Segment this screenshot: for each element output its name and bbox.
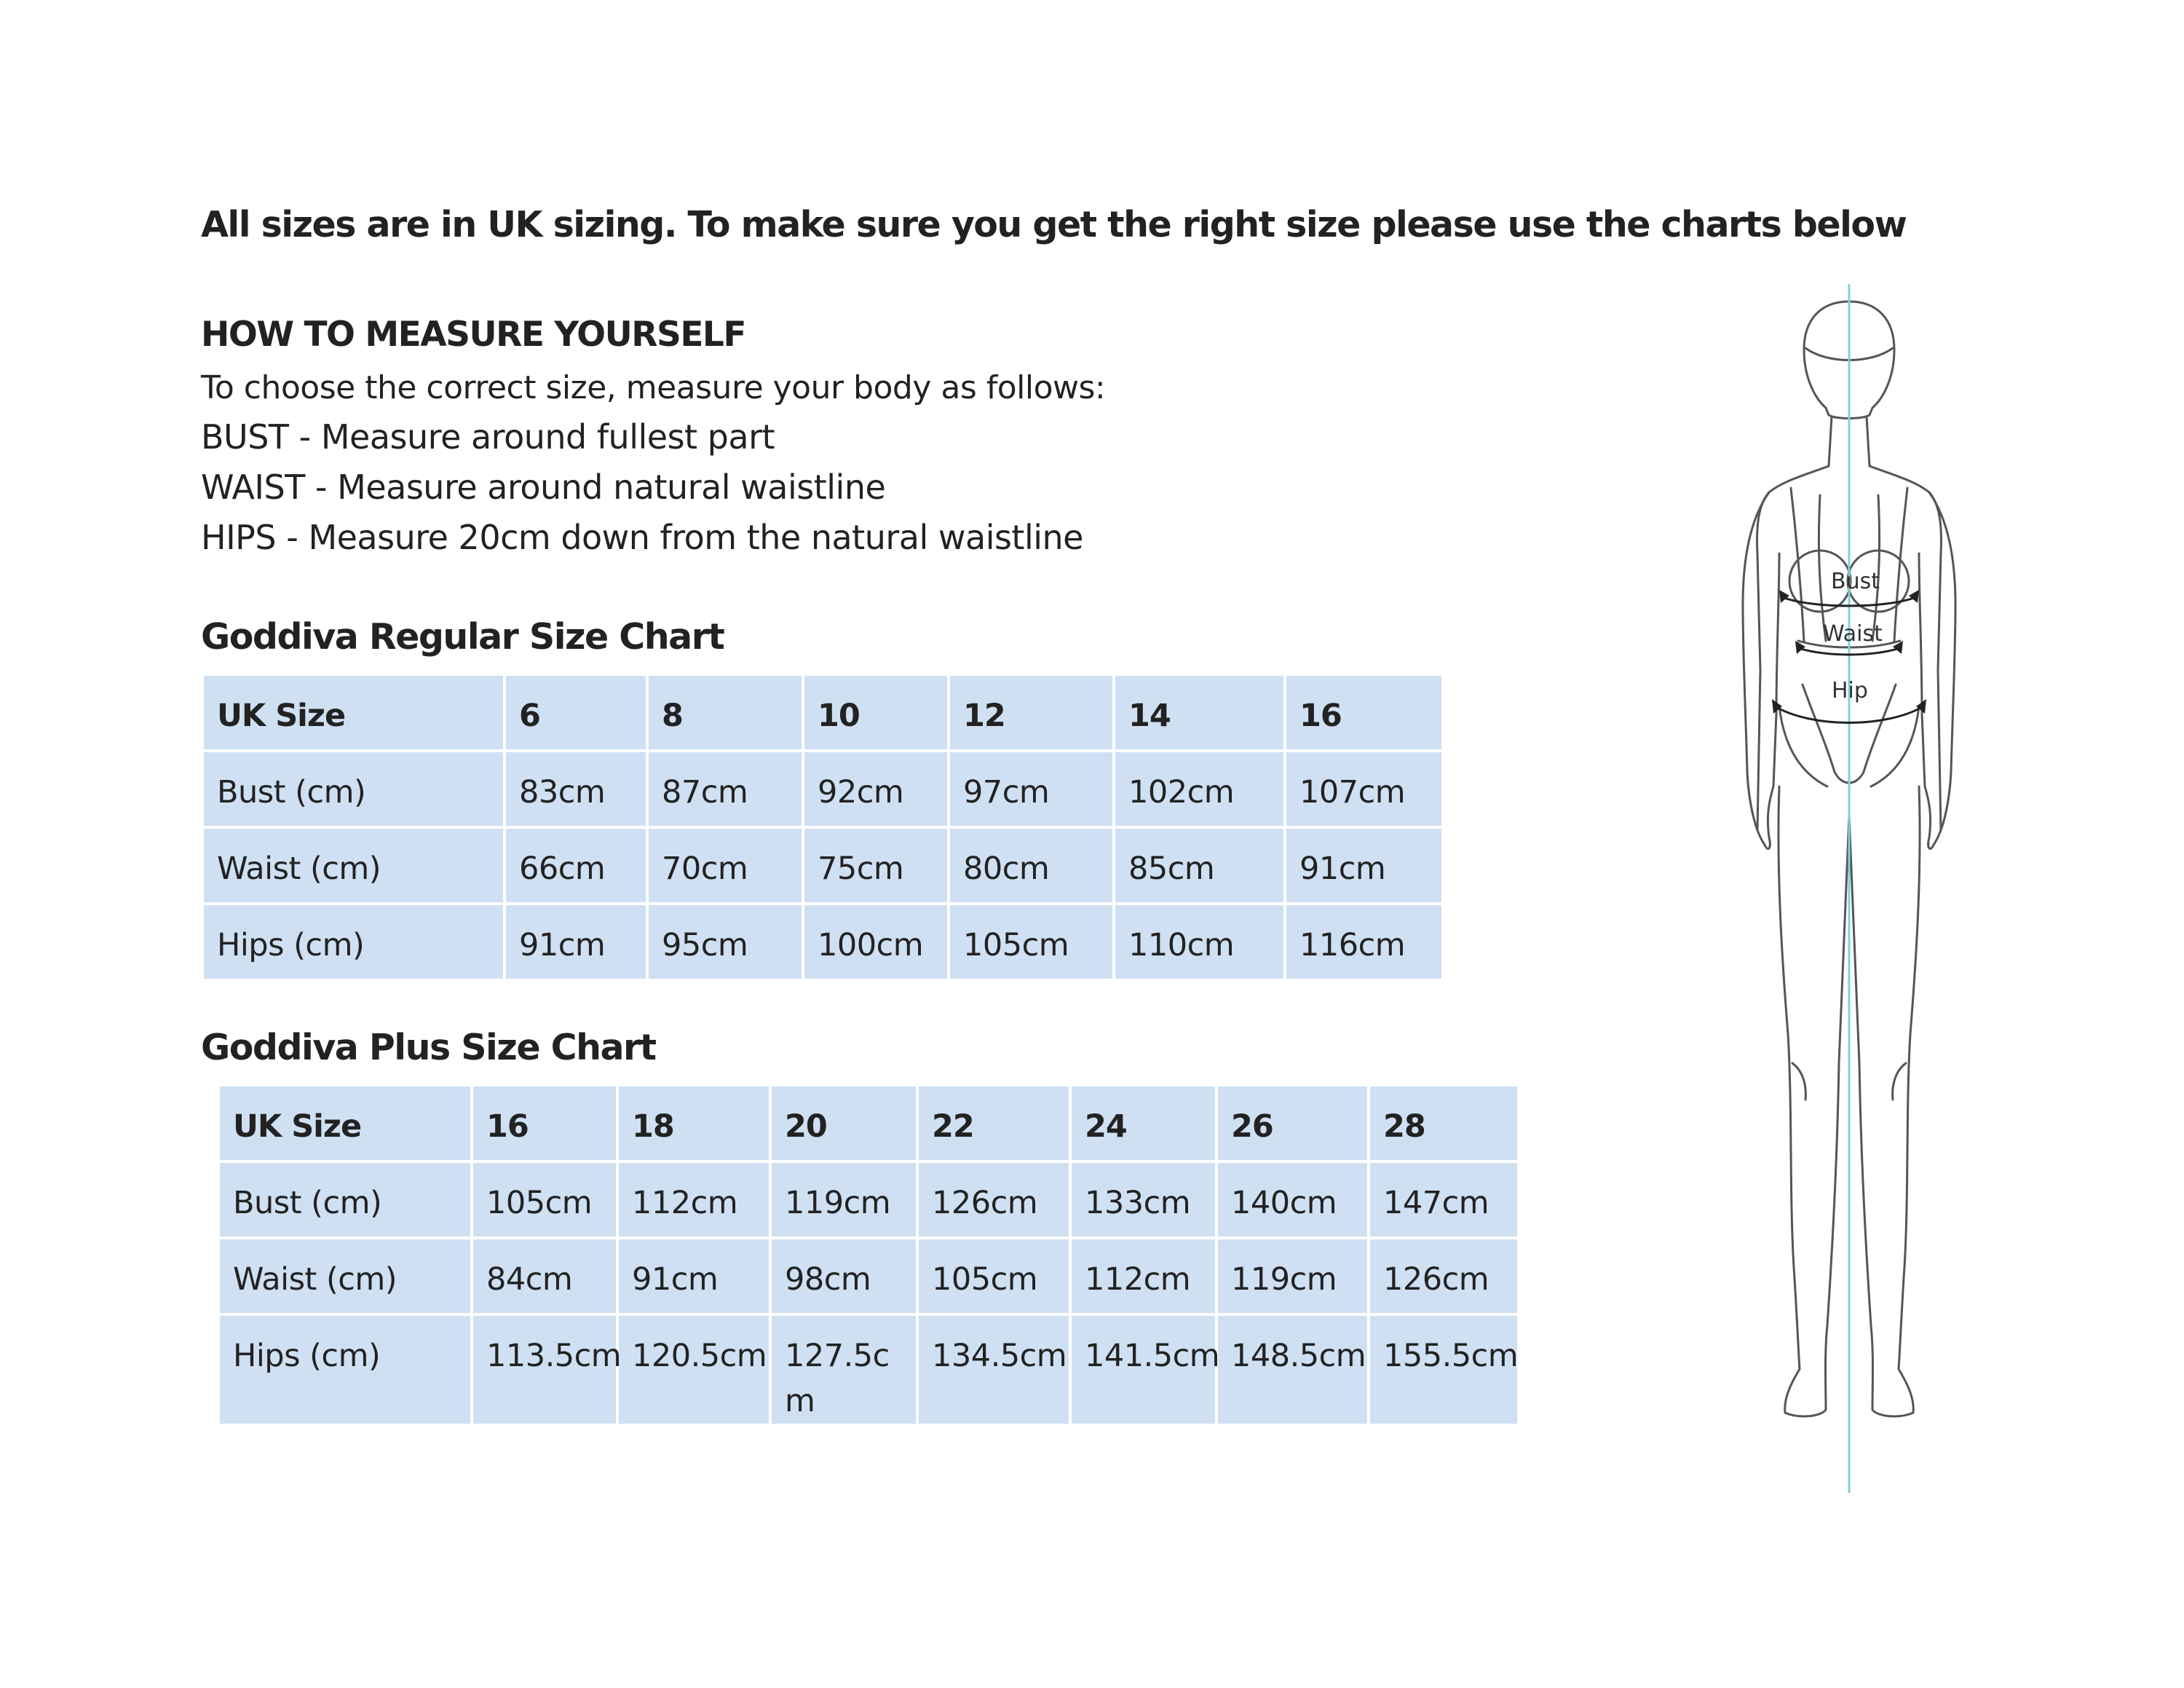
table-header-row (218, 1085, 1519, 1162)
table-cell: 113.5cm (472, 1314, 617, 1425)
table-cell: 112cm (1070, 1238, 1216, 1314)
table-cell: 18 (617, 1085, 770, 1162)
right-leg (1849, 786, 1920, 1416)
table-cell: 80cm (949, 827, 1114, 904)
table-cell: 155.5cm (1369, 1314, 1519, 1425)
table-cell: 91cm (617, 1238, 770, 1314)
table-row (202, 904, 1443, 980)
table-row (218, 1238, 1519, 1314)
table-cell: 119cm (1216, 1238, 1369, 1314)
table-cell: Bust (cm) (202, 751, 505, 827)
intro-heading: All sizes are in UK sizing. To make sure you get the right size please use the charts below (201, 204, 1907, 245)
table-cell: 127.5c m (770, 1314, 917, 1425)
table-cell: UK Size (202, 674, 505, 751)
table-cell: 107cm (1285, 751, 1443, 827)
table-cell: 100cm (803, 904, 949, 980)
table-row (218, 1162, 1519, 1238)
table-cell: 95cm (647, 904, 803, 980)
how-to-measure-heading: HOW TO MEASURE YOURSELF (201, 315, 745, 355)
table-header-row (202, 674, 1443, 751)
table-cell: 28 (1369, 1085, 1519, 1162)
table-cell: 16 (1285, 674, 1443, 751)
table-cell: 116cm (1285, 904, 1443, 980)
table-cell: 14 (1114, 674, 1285, 751)
table-cell: 91cm (1285, 827, 1443, 904)
table-cell: 83cm (505, 751, 647, 827)
table-cell: 112cm (617, 1162, 770, 1238)
table-cell: 105cm (949, 904, 1114, 980)
table-cell: 91cm (505, 904, 647, 980)
table-cell: 75cm (803, 827, 949, 904)
table-cell: UK Size (218, 1085, 472, 1162)
table-cell: 97cm (949, 751, 1114, 827)
regular-size-table (201, 673, 1444, 982)
table-cell: 141.5cm (1070, 1314, 1216, 1425)
table-cell: 84cm (472, 1238, 617, 1314)
table-cell: 126cm (1369, 1238, 1519, 1314)
table-cell: 102cm (1114, 751, 1285, 827)
table-cell: 6 (505, 674, 647, 751)
arrow-icon (1779, 590, 1789, 603)
table-cell: 147cm (1369, 1162, 1519, 1238)
table-cell: 22 (917, 1085, 1070, 1162)
table-cell: 98cm (770, 1238, 917, 1314)
table-cell: 20 (770, 1085, 917, 1162)
table-cell: 120.5cm (617, 1314, 770, 1425)
table-cell: 148.5cm (1216, 1314, 1369, 1425)
plus-size-table (217, 1084, 1520, 1427)
table-cell: Hips (cm) (218, 1314, 472, 1425)
left-leg (1779, 786, 1849, 1416)
measure-instructions (201, 364, 1105, 563)
hip-label: Hip (1832, 678, 1868, 703)
table-cell: 70cm (647, 827, 803, 904)
table-row (218, 1314, 1519, 1425)
bust-label: Bust (1831, 569, 1880, 594)
table-cell: 105cm (917, 1238, 1070, 1314)
table-cell: 16 (472, 1085, 617, 1162)
table-cell: Waist (cm) (202, 827, 505, 904)
table-cell: 66cm (505, 827, 647, 904)
table-cell: 10 (803, 674, 949, 751)
regular-chart-title: Goddiva Regular Size Chart (201, 616, 724, 658)
table-cell: 12 (949, 674, 1114, 751)
table-cell: 26 (1216, 1085, 1369, 1162)
measure-step-hips: HIPS - Measure 20cm down from the natural waistline (201, 518, 1083, 557)
table-cell: 126cm (917, 1162, 1070, 1238)
table-cell: 133cm (1070, 1162, 1216, 1238)
table-cell: 87cm (647, 751, 803, 827)
table-cell: 24 (1070, 1085, 1216, 1162)
table-row (202, 827, 1443, 904)
body-measurement-figure (1704, 277, 1995, 1500)
body-outline-illustration (1704, 277, 1995, 1500)
measure-lead-text: To choose the correct size, measure your body as follows: (201, 369, 1106, 406)
table-cell: Hips (cm) (202, 904, 505, 980)
table-cell: Bust (cm) (218, 1162, 472, 1238)
table-cell: 134.5cm (917, 1314, 1070, 1425)
table-cell: Waist (cm) (218, 1238, 472, 1314)
plus-chart-title: Goddiva Plus Size Chart (201, 1027, 656, 1068)
table-row (202, 751, 1443, 827)
table-cell: 8 (647, 674, 803, 751)
table-cell: 105cm (472, 1162, 617, 1238)
measure-step-bust: BUST - Measure around fullest part (201, 417, 775, 457)
table-cell: 119cm (770, 1162, 917, 1238)
waist-label: Waist (1823, 621, 1883, 647)
arrow-icon (1909, 590, 1919, 603)
measure-step-waist: WAIST - Measure around natural waistline (201, 468, 886, 507)
table-cell: 110cm (1114, 904, 1285, 980)
table-cell: 85cm (1114, 827, 1285, 904)
table-cell: 140cm (1216, 1162, 1369, 1238)
table-cell: 92cm (803, 751, 949, 827)
